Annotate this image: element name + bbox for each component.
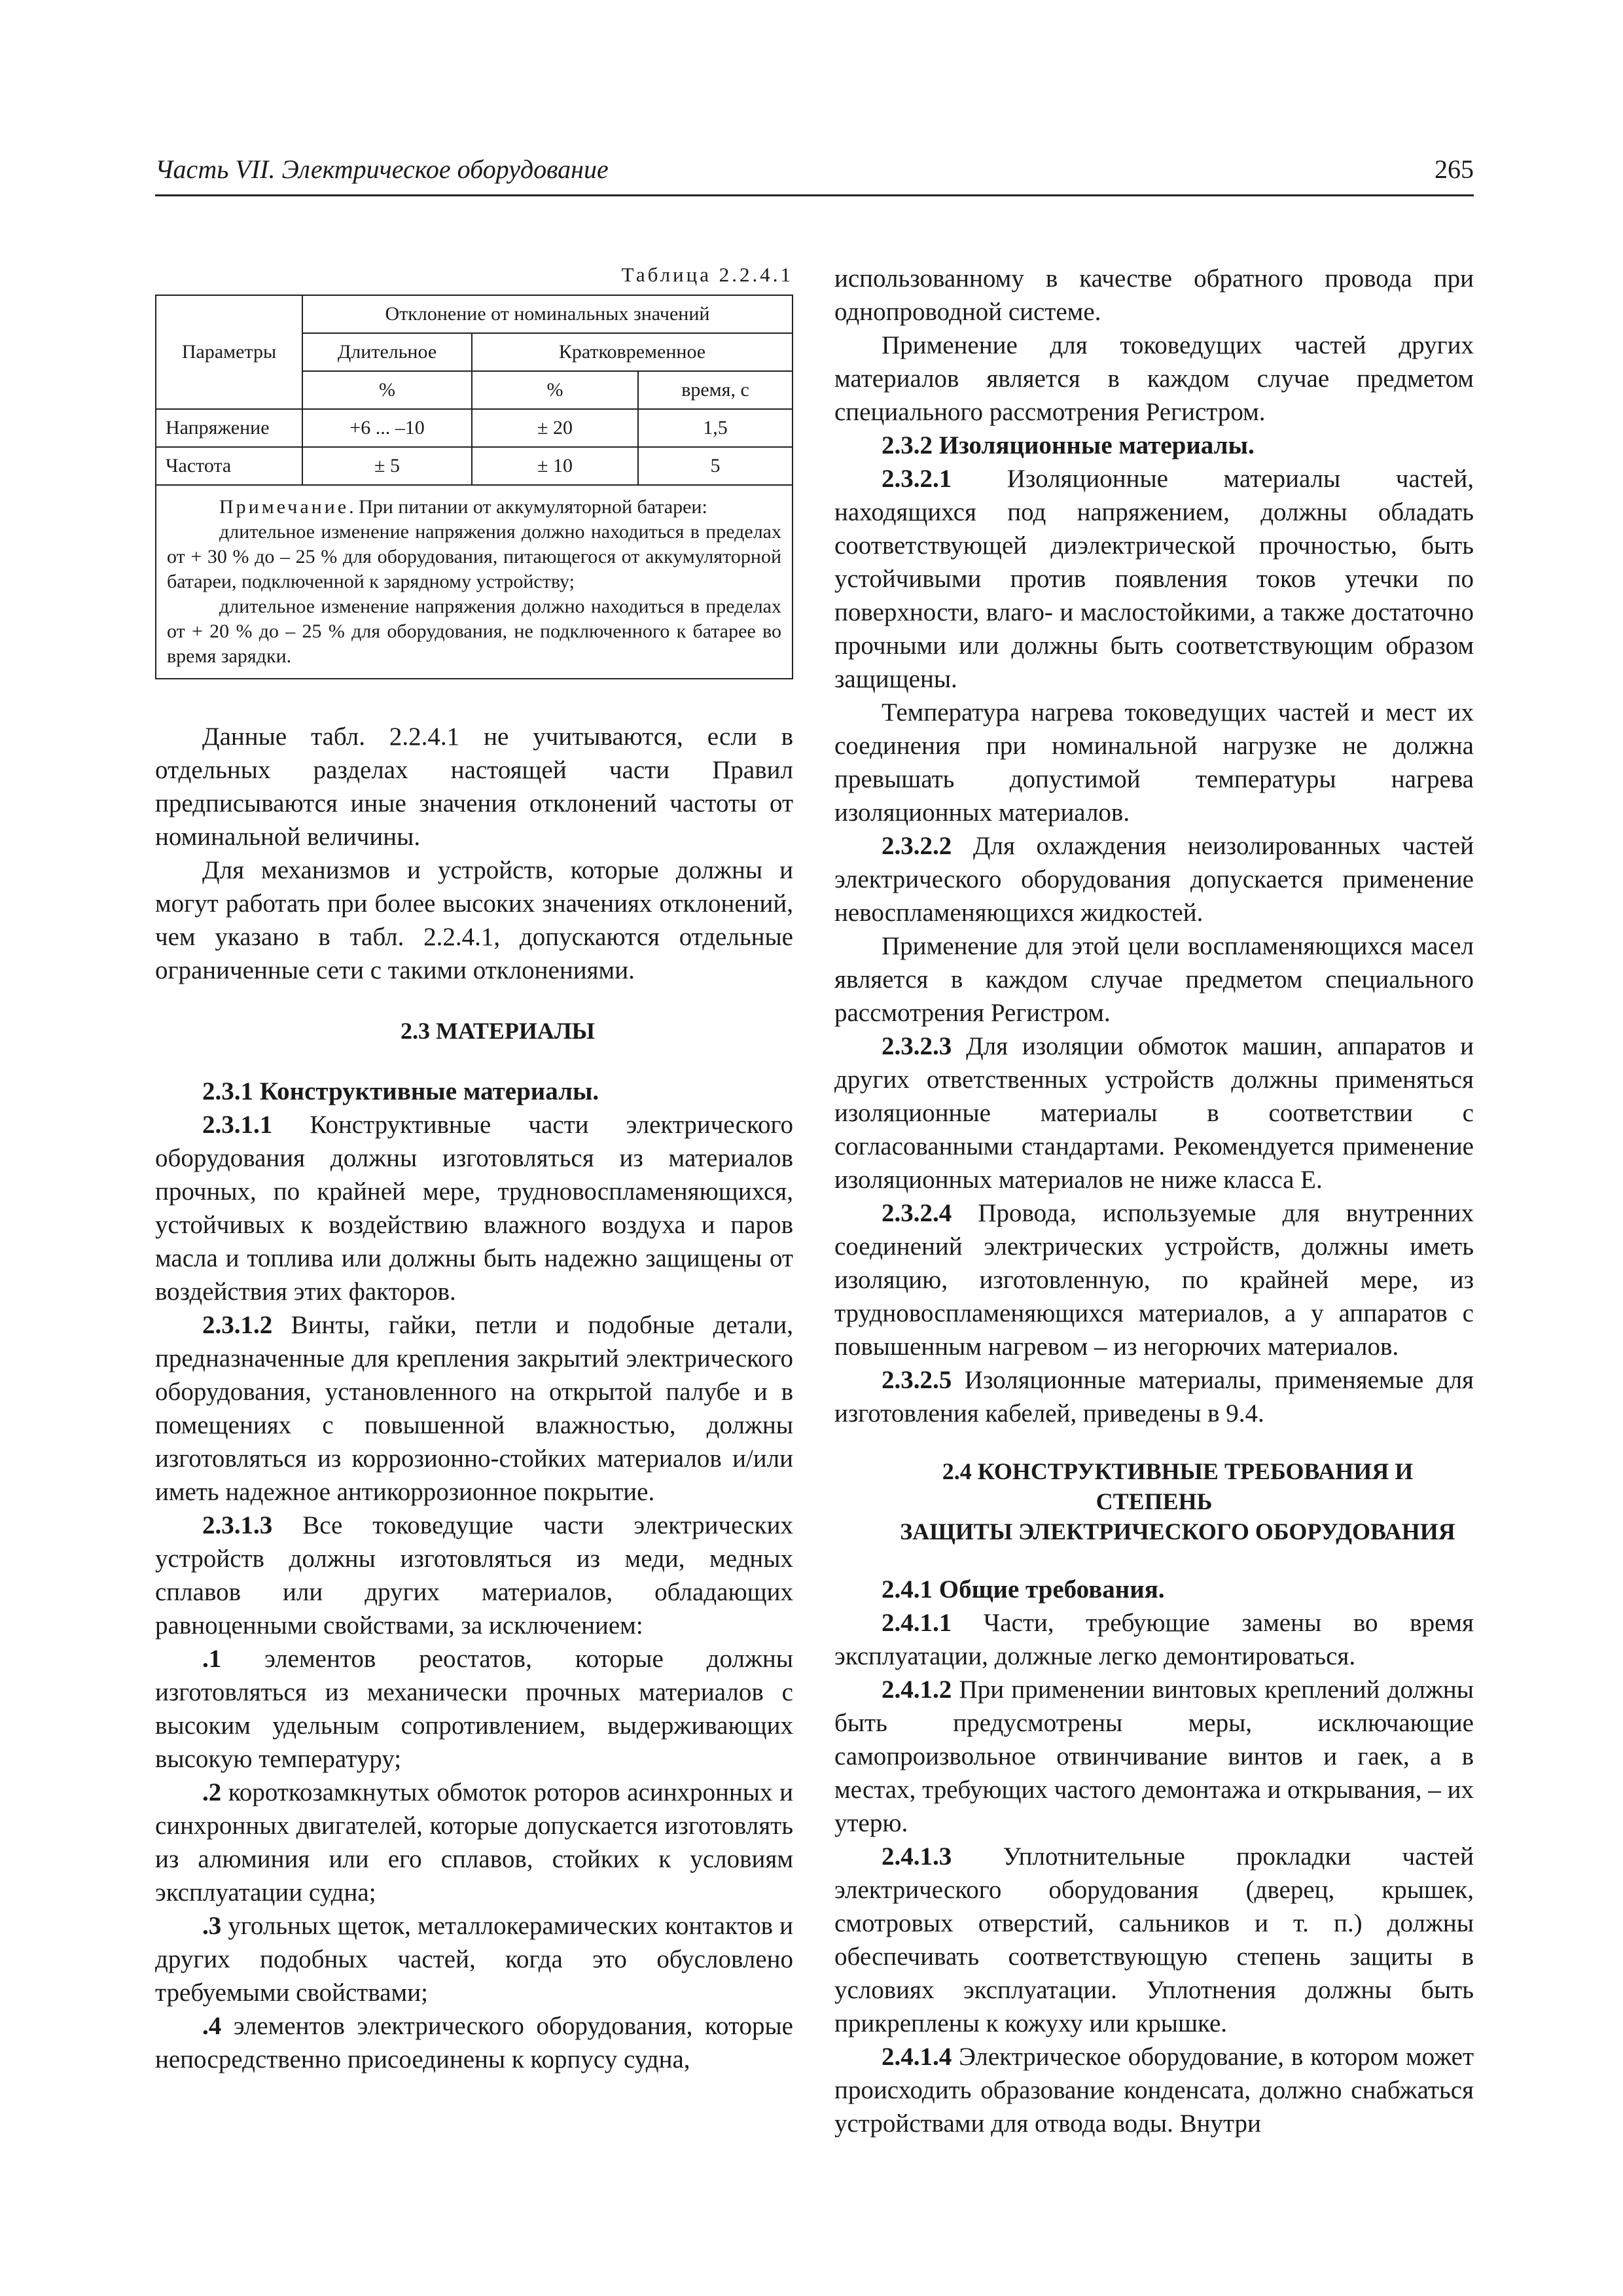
row-long: +6 ... –10 <box>302 409 472 447</box>
row-time: 5 <box>638 447 793 485</box>
paragraph: Применение для этой цели воспламеняющихся масел является в каждом случае предметом специального рассмотрения Регистром. <box>834 932 1474 1027</box>
item-number: .2 <box>202 1778 222 1806</box>
clause-text: Все токоведущие части электрических устройств должны изготовляться из меди, медных сплавов или других материалов, обладающих равноценными свойствами, за исключением: <box>155 1511 793 1640</box>
clause-text: Провода, используемые для внутренних соединений электрических устройств, должны иметь изоляцию, изготовленную, по крайней мере, из трудновоспламеняющихся материалов, а у аппаратов с повышенным нагревом – из негорючих материалов. <box>834 1199 1474 1361</box>
clause-number: 2.3.1.3 <box>202 1511 273 1539</box>
list-item <box>155 2009 793 2076</box>
subsection-heading: 2.3.2 Изоляционные материалы. <box>882 431 1255 459</box>
clause-text: Части, требующие замены во время эксплуатации, должные легко демонтироваться. <box>834 1609 1474 1670</box>
header-deviation: Отклонение от номинальных значений <box>302 295 793 333</box>
table-row <box>156 447 793 485</box>
unit-pct-short: % <box>472 371 638 409</box>
subsection-heading: 2.4.1 Общие требования. <box>882 1575 1165 1604</box>
clause-number: 2.3.1.2 <box>202 1311 273 1339</box>
clause-text: Конструктивные части электрического оборудования должны изготовляться из материалов прочных, по крайней мере, трудновоспламеняющихся, устойчивых к воздействию влажного воздуха и паров масла и топлива или должны быть надежно защищены от воздействия этих факторов. <box>155 1111 793 1306</box>
clause-number: 2.3.2.2 <box>882 832 952 860</box>
note-paragraph: длительное изменение напряжения должно находиться в пределах от + 30 % до – 25 % для оборудования, питающегося от аккумуляторной батареи, подключенной к зарядному устройству; <box>167 521 781 592</box>
note-intro: . При питании от аккумуляторной батареи: <box>349 496 707 518</box>
row-param: Напряжение <box>156 409 302 447</box>
clause-number: 2.4.1.3 <box>882 1842 952 1871</box>
clause <box>834 1030 1474 1196</box>
clause-number: 2.3.1.1 <box>202 1111 273 1139</box>
item-text: элементов реостатов, которые должны изготовляться из механически прочных материалов с высоким удельным сопротивлением, выдерживающих высокую температуру; <box>155 1645 793 1773</box>
paragraph: Данные табл. 2.2.4.1 не учитываются, если в отдельных разделах настоящей части Правил предписываются иные значения отклонений частоты от номинальной величины. <box>155 723 793 851</box>
paragraph: использованному в качестве обратного провода при однопроводной системе. <box>834 264 1474 326</box>
clause-number: 2.4.1.4 <box>882 2043 952 2071</box>
clause <box>155 1308 793 1509</box>
section-heading: 2.4 КОНСТРУКТИВНЫЕ ТРЕБОВАНИЯ И СТЕПЕНЬ <box>942 1458 1414 1515</box>
note-paragraph: длительное изменение напряжения должно находиться в пределах от + 20 % до – 25 % для оборудования, не подключенного к батарее во время зарядки. <box>167 596 781 667</box>
clause <box>834 1840 1474 2040</box>
header-short: Кратковременное <box>472 333 793 371</box>
clause <box>834 1363 1474 1430</box>
clause <box>834 829 1474 929</box>
note-label: Примечание <box>219 496 349 518</box>
clause-text: Электрическое оборудование, в котором может происходить образование конденсата, должно снабжаться устройствами для отвода воды. Внутри <box>834 2043 1474 2138</box>
clause-number: 2.4.1.1 <box>882 1609 952 1637</box>
right-column <box>834 262 1474 2140</box>
row-time: 1,5 <box>638 409 793 447</box>
table-row <box>156 409 793 447</box>
clause <box>155 1108 793 1308</box>
item-number: .1 <box>202 1645 222 1673</box>
clause-text: Уплотнительные прокладки частей электрического оборудования (дверец, крышек, смотровых отверстий, сальников и т. п.) должны обеспечивать соответствующую степень защиты в условиях эксплуатации. Уплотнения должны быть прикреплены к кожуху или крышке. <box>834 1842 1474 2037</box>
clause-number: 2.4.1.2 <box>882 1676 952 1704</box>
paragraph: Температура нагрева токоведущих частей и мест их соединения при номинальной нагрузке не должна превышать допустимой температуры нагрева изоляционных материалов. <box>834 698 1474 827</box>
paragraph: Применение для токоведущих частей других материалов является в каждом случае предметом специального рассмотрения Регистром. <box>834 331 1474 426</box>
clause-text: Винты, гайки, петли и подобные детали, предназначенные для крепления закрытий электрического оборудования, установленного на открытой палубе и в помещениях с повышенной влажностью, должны изготовляться из коррозионно-стойких материалов и/или иметь надежное антикоррозионное покрытие. <box>155 1311 793 1506</box>
clause-text: Изоляционные материалы частей, находящихся под напряжением, должны обладать соответствующей диэлектрической прочностью, быть устойчивыми против появления токов утечки по поверхности, влаго- и маслостойкими, а также достаточно прочными или должны быть соответствующим образом защищены. <box>834 465 1474 693</box>
subsection-heading: 2.3.1 Конструктивные материалы. <box>202 1077 599 1105</box>
table-caption: Таблица 2.2.4.1 <box>621 263 793 286</box>
clause-text: При применении винтовых креплений должны быть предусмотрены меры, исключающие самопроизвольное отвинчивание винтов и гаек, а в местах, требующих частого демонтажа и открывания, – их утерю. <box>834 1676 1474 1837</box>
row-short-pct: ± 20 <box>472 409 638 447</box>
row-long: ± 5 <box>302 447 472 485</box>
clause <box>834 2040 1474 2140</box>
list-item <box>155 1909 793 2009</box>
table-note <box>156 485 793 679</box>
left-column <box>155 262 793 2076</box>
deviation-table <box>155 295 793 679</box>
row-short-pct: ± 10 <box>472 447 638 485</box>
page-header <box>155 154 1474 193</box>
clause <box>834 1196 1474 1363</box>
clause <box>834 1673 1474 1840</box>
list-item <box>155 1642 793 1776</box>
item-text: элементов электрического оборудования, которые непосредственно присоединены к корпусу судна, <box>155 2012 793 2073</box>
clause <box>834 462 1474 696</box>
header-long: Длительное <box>302 333 472 371</box>
header-params: Параметры <box>156 295 302 409</box>
clause-number: 2.3.2.1 <box>882 465 952 493</box>
clause-text: Для охлаждения неизолированных частей электрического оборудования допускается применение невоспламеняющихся жидкостей. <box>834 832 1474 927</box>
paragraph: Для механизмов и устройств, которые должны и могут работать при более высоких значениях отклонений, чем указано в табл. 2.2.4.1, допускаются отдельные ограниченные сети с такими отклонениями. <box>155 856 793 984</box>
item-text: короткозамкнутых обмоток роторов асинхронных и синхронных двигателей, которые допускается изготовлять из алюминия или его сплавов, стойких к условиям эксплуатации судна; <box>155 1778 793 1907</box>
header-rule <box>155 194 1474 196</box>
item-number: .3 <box>202 1912 222 1940</box>
clause-number: 2.3.2.3 <box>882 1032 952 1060</box>
clause-text: Для изоляции обмоток машин, аппаратов и других ответственных устройств должны применяться изоляционные материалы в соответствии с согласованными стандартами. Рекомендуется применение изоляционных материалов не ниже класса Е. <box>834 1032 1474 1194</box>
item-text: угольных щеток, металлокерамических контактов и других подобных частей, когда это обусловлено требуемыми свойствами; <box>155 1912 793 2007</box>
item-number: .4 <box>202 2012 222 2040</box>
row-param: Частота <box>156 447 302 485</box>
unit-pct-long: % <box>302 371 472 409</box>
page-number: 265 <box>1435 154 1474 184</box>
clause-text: Изоляционные материалы, применяемые для изготовления кабелей, приведены в 9.4. <box>834 1366 1474 1427</box>
list-item <box>155 1776 793 1909</box>
clause <box>155 1509 793 1642</box>
section-heading: 2.3 МАТЕРИАЛЫ <box>401 1018 595 1044</box>
unit-time: время, с <box>638 371 793 409</box>
section-heading-line2: ЗАЩИТЫ ЭЛЕКТРИЧЕСКОГО ОБОРУДОВАНИЯ <box>900 1518 1455 1545</box>
clause-number: 2.3.2.5 <box>882 1366 952 1394</box>
running-title: Часть VII. Электрическое оборудование <box>155 154 609 184</box>
clause <box>834 1606 1474 1673</box>
clause-number: 2.3.2.4 <box>882 1199 952 1227</box>
